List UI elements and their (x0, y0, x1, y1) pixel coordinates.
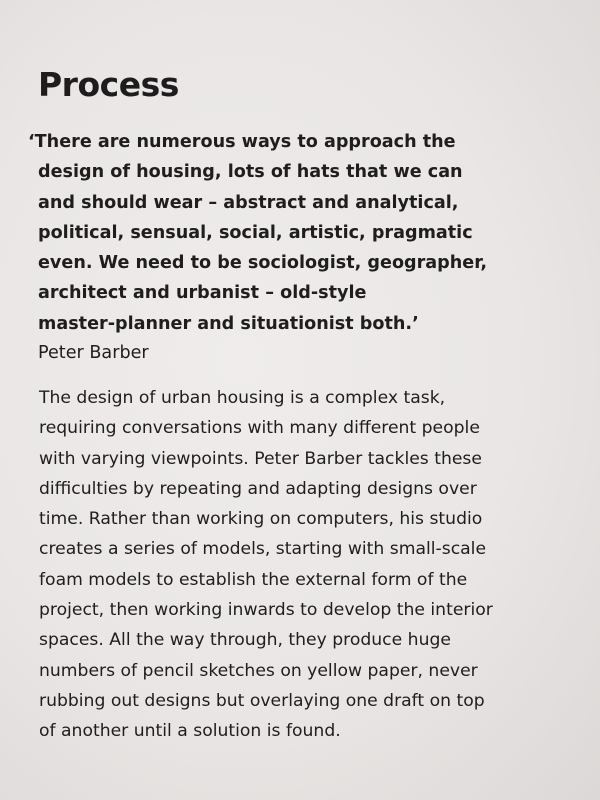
quote-line: political, sensual, social, artistic, pragmatic (38, 222, 473, 243)
body-line: The design of urban housing is a complex task, (39, 388, 446, 408)
quote-line: architect and urbanist – old-style (38, 283, 367, 304)
quote-line: master-planner and situationist both.’ (38, 313, 419, 334)
body-line: project, then working inwards to develop the interior (39, 600, 493, 621)
quote-block (28, 127, 487, 339)
quote-line: design of housing, lots of hats that we can (38, 162, 463, 183)
body-line: rubbing out designs but overlaying one draft on top (39, 690, 485, 711)
quote-line: ‘There are numerous ways to approach the (28, 132, 456, 152)
body-line: creates a series of models, starting with small-scale (39, 539, 487, 560)
body-line: spaces. All the way through, they produce huge (39, 630, 451, 651)
body-line: foam models to establish the external form of the (39, 569, 468, 590)
body-paragraph (39, 383, 493, 747)
body-line: requiring conversations with many different people (39, 418, 480, 439)
panel-heading: Process (38, 65, 179, 104)
body-line: of another until a solution is found. (39, 721, 341, 742)
body-line: with varying viewpoints. Peter Barber tackles these (39, 448, 482, 469)
quote-line: even. We need to be sociologist, geographer, (38, 253, 488, 274)
quote-line: and should wear – abstract and analytical, (38, 192, 459, 213)
body-line: difficulties by repeating and adapting designs over (39, 478, 477, 499)
body-line: time. Rather than working on computers, his studio (39, 509, 483, 530)
quote-attribution: Peter Barber (38, 343, 149, 363)
body-line: numbers of pencil sketches on yellow paper, never (39, 660, 478, 681)
